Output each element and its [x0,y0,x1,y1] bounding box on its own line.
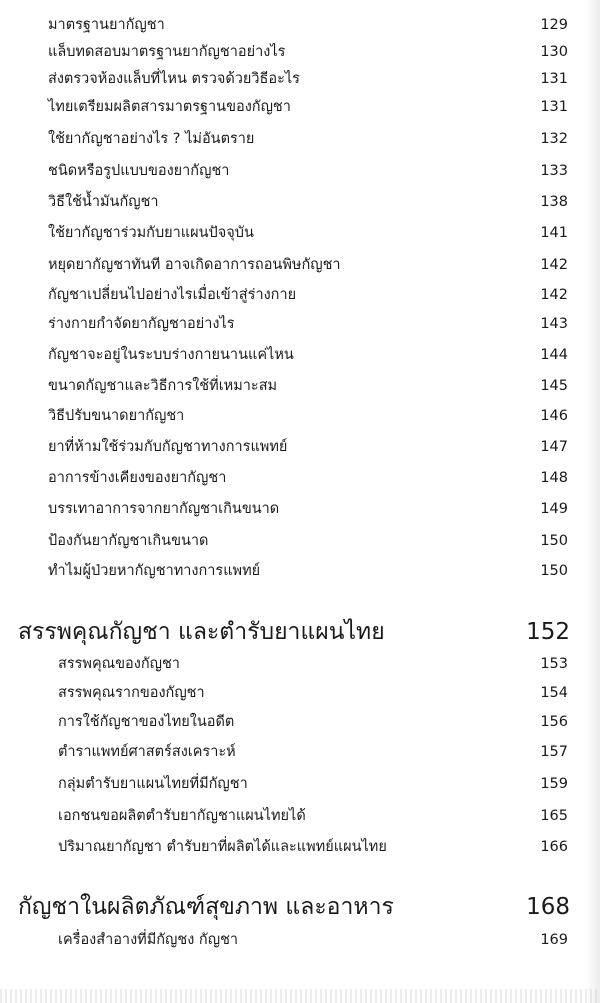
toc-entry-title: กัญชาเปลี่ยนไปอย่างไรเมื่อเข้าสู่ร่างกาย [48,287,297,303]
scan-noise [0,989,600,1003]
toc-entry-title: ไทยเตรียมผลิตสารมาตรฐานของกัญชา [48,99,291,115]
toc-entry-title: บรรเทาอาการจากยากัญชาเกินขนาด [48,501,280,517]
toc-entry-title: หยุดยากัญชาทันที อาจเกิดอาการถอนพิษกัญชา [48,257,341,273]
page-edge-shadow [586,0,600,1003]
toc-entry-title: วิธีปรับขนาดยากัญชา [48,408,185,424]
toc-entry-page: 145 [540,378,568,394]
toc-entry-title: การใช้กัญชาของไทยในอดีต [58,714,235,730]
toc-entry-page: 154 [540,685,568,701]
toc-entry-page: 149 [540,501,568,517]
toc-entry-page: 166 [540,839,568,855]
section-title: สรรพคุณกัญชา และตำรับยาแผนไทย [18,619,385,645]
toc-entry-page: 146 [540,408,568,424]
toc-entry-page: 133 [540,163,568,179]
section-page: 152 [526,619,570,645]
toc-entry-title: ใช้ยากัญชาร่วมกับยาแผนปัจจุบัน [48,225,254,241]
toc-entry-page: 142 [540,257,568,273]
toc-entry-title: มาตรฐานยากัญชา [48,17,165,33]
toc-entry-page: 150 [540,563,568,579]
toc-entry-page: 147 [540,439,568,455]
toc-entry-title: กลุ่มตำรับยาแผนไทยที่มีกัญชา [58,776,248,792]
toc-entry-title: อาการข้างเคียงของยากัญชา [48,470,227,486]
toc-entry-title: ชนิดหรือรูปแบบของยากัญชา [48,163,230,179]
toc-entry-page: 157 [540,744,568,760]
toc-entry-title: กัญชาจะอยู่ในระบบร่างกายนานแค่ไหน [48,347,294,363]
section-title: กัญชาในผลิตภัณฑ์สุขภาพ และอาหาร [18,894,394,920]
toc-entry-page: 131 [540,71,568,87]
toc-entry-page: 169 [540,932,568,948]
toc-entry-page: 131 [540,99,568,115]
toc-entry-title: เอกชนขอผลิตตำรับยากัญชาแผนไทยได้ [58,808,306,824]
toc-entry-title: ป้องกันยากัญชาเกินขนาด [48,533,209,549]
toc-entry-page: 132 [540,131,568,147]
toc-entry-page: 156 [540,714,568,730]
toc-entry-page: 129 [540,17,568,33]
toc-entry-page: 130 [540,44,568,60]
toc-entry-title: แล็บทดสอบมาตรฐานยากัญชาอย่างไร [48,44,286,60]
toc-entry-title: สรรพคุณของกัญชา [58,656,180,672]
toc-entry-title: ตำราแพทย์ศาสตร์สงเคราะห์ [58,744,236,760]
toc-entry-title: ยาที่ห้ามใช้ร่วมกับกัญชาทางการแพทย์ [48,439,288,455]
toc-entry-page: 143 [540,316,568,332]
toc-entry-page: 141 [540,225,568,241]
section-page: 168 [526,894,570,920]
toc-entry-page: 142 [540,287,568,303]
toc-entry-title: ปริมาณยากัญชา ตำรับยาที่ผลิตได้และแพทย์แผนไทย [58,839,387,855]
toc-entry-title: ขนาดกัญชาและวิธีการใช้ที่เหมาะสม [48,378,278,394]
toc-entry-title: ส่งตรวจห้องแล็บที่ไหน ตรวจด้วยวิธีอะไร [48,71,300,87]
toc-entry-page: 153 [540,656,568,672]
toc-entry-title: ร่างกายกำจัดยากัญชาอย่างไร [48,316,235,332]
toc-entry-title: ใช้ยากัญชาอย่างไร ? ไม่อันตราย [48,131,255,147]
toc-entry-page: 144 [540,347,568,363]
toc-entry-page: 148 [540,470,568,486]
toc-entry-page: 138 [540,194,568,210]
toc-entry-title: วิธีใช้น้ำมันกัญชา [48,194,159,210]
toc-entry-page: 150 [540,533,568,549]
toc-entry-title: สรรพคุณรากของกัญชา [58,685,205,701]
toc-entry-page: 159 [540,776,568,792]
toc-entry-title: เครื่องสำอางที่มีกัญชง กัญชา [58,932,239,948]
toc-entry-title: ทำไมผู้ป่วยหากัญชาทางการแพทย์ [48,563,261,579]
toc-entry-page: 165 [540,808,568,824]
